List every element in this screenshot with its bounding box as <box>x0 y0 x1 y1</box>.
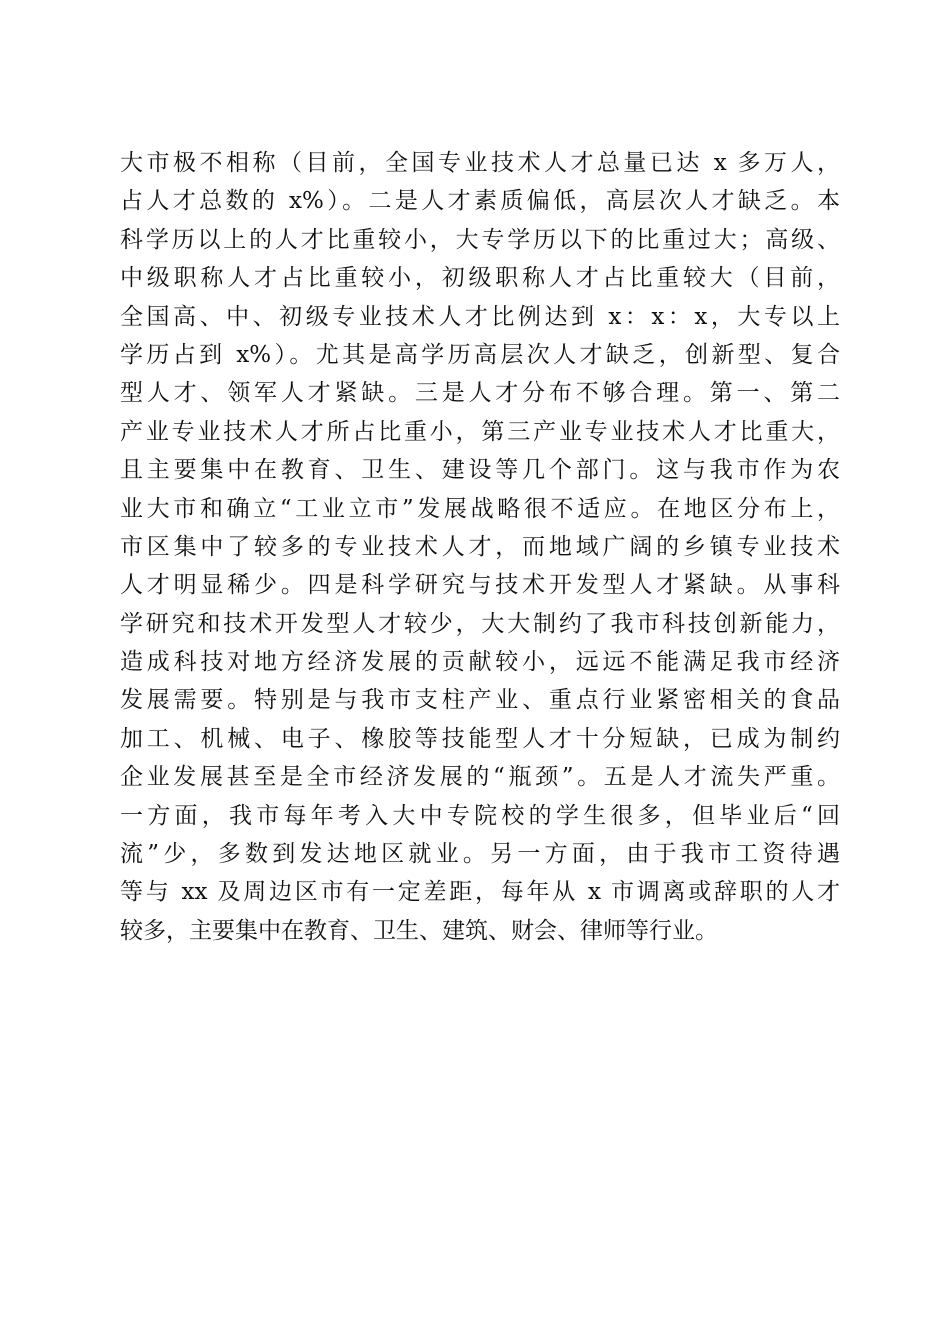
text-line: 且主要集中在教育、卫生、建设等几个部门。这与我市作为农 <box>120 457 840 484</box>
text-line: 中级职称人才占比重较小，初级职称人才占比重较大（目前， <box>120 265 840 292</box>
text-line: 产业专业技术人才所占比重小，第三产业专业技术人才比重大， <box>120 418 840 445</box>
text-line: 加工、机械、电子、橡胶等技能型人才十分短缺，已成为制约 <box>120 725 840 752</box>
text-line: 全国高、中、初级专业技术人才比例达到 x：x：x，大专以上 <box>120 303 840 330</box>
text-line: 占人才总数的 x%）。二是人才素质偏低，高层次人才缺乏。本 <box>120 188 840 215</box>
text-line: 科学历以上的人才比重较小，大专学历以下的比重过大；高级、 <box>120 226 840 253</box>
text-line: 市区集中了较多的专业技术人才，而地域广阔的乡镇专业技术 <box>120 533 840 560</box>
body-paragraph <box>120 144 840 950</box>
text-line: 业大市和确立“工业立市”发展战略很不适应。在地区分布上， <box>120 495 840 522</box>
text-line: 型人才、领军人才紧缺。三是人才分布不够合理。第一、第二 <box>120 380 840 407</box>
text-line: 发展需要。特别是与我市支柱产业、重点行业紧密相关的食品 <box>120 687 840 714</box>
text-line: 流”少，多数到发达地区就业。另一方面，由于我市工资待遇 <box>120 841 840 868</box>
text-line: 企业发展甚至是全市经济发展的“瓶颈”。五是人才流失严重。 <box>120 764 840 791</box>
text-line: 学历占到 x%）。尤其是高学历高层次人才缺乏，创新型、复合 <box>120 341 840 368</box>
text-line: 学研究和技术开发型人才较少，大大制约了我市科技创新能力， <box>120 610 840 637</box>
text-line: 人才明显稀少。四是科学研究与技术开发型人才紧缺。从事科 <box>120 572 840 599</box>
text-line: 等与 xx 及周边区市有一定差距，每年从 x 市调离或辞职的人才 <box>120 879 840 906</box>
text-line: 造成科技对地方经济发展的贡献较小，远远不能满足我市经济 <box>120 649 840 676</box>
text-line: 较多，主要集中在教育、卫生、建筑、财会、律师等行业。 <box>120 917 718 944</box>
text-line: 大市极不相称（目前，全国专业技术人才总量已达 x 多万人， <box>120 150 840 176</box>
text-line: 一方面，我市每年考入大中专院校的学生很多，但毕业后“回 <box>120 802 840 829</box>
